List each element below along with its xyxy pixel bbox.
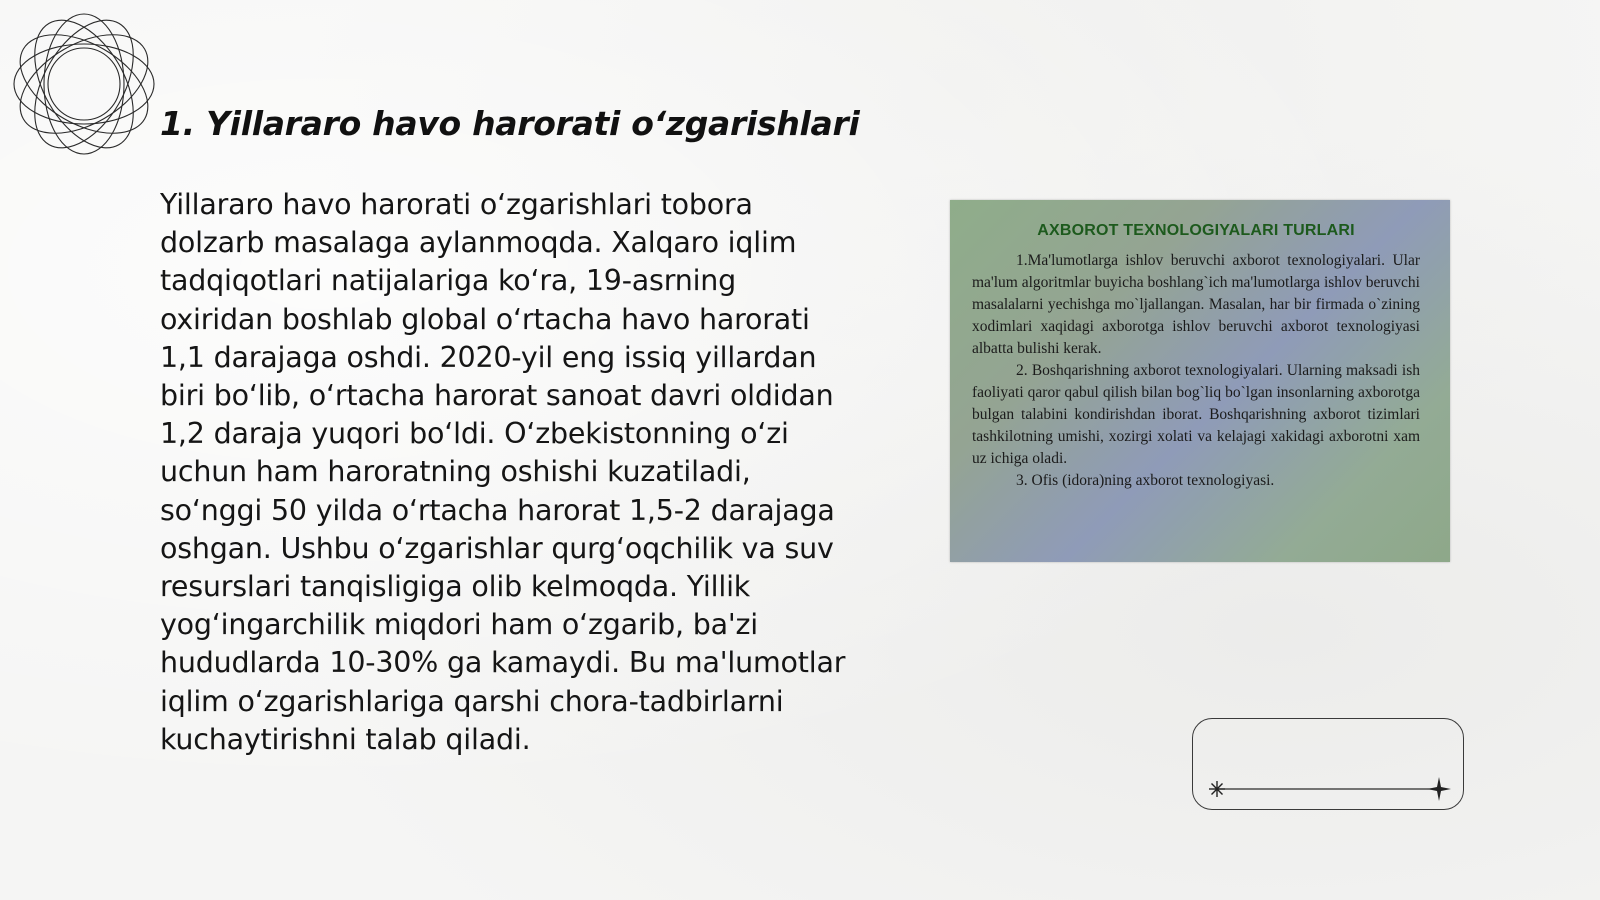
decorative-line-box — [1192, 718, 1464, 810]
document-paragraph-2: 2. Boshqarishning axborot texnologiyalari. Ularning maksadi ish faoliyati qaror qabul qilish bilan bog`liq bo`lgan insonlarning axborotga bulgan talabini kondirishdan iborat. Boshqarishning axborot tizimlari tashkilotning umishi, xozirgi xolati va kelajagi xakidagi axborotni xam uz ichiga oladi. — [972, 362, 1420, 467]
spirograph-circles-icon — [10, 10, 158, 158]
slide-body-text: Yillararo havo harorati o‘zgarishlari tobora dolzarb masalaga aylanmoqda. Xalqaro iqlim tadqiqotlari natijalariga ko‘ra, 19-asrning oxiridan boshlab global o‘rtacha havo harorati 1,1 darajaga oshdi. 2020-yil eng issiq yillardan biri bo‘lib, o‘rtacha harorat sanoat davri oldidan 1,2 daraja yuqori bo‘ldi. O‘zbekistonning o‘zi uchun ham haroratning oshishi kuzatiladi, so‘nggi 50 yilda o‘rtacha harorat 1,5-2 darajaga oshgan. Ushbu o‘zgarishlar qurg‘oqchilik va suv resurslari tanqisligiga olib kelmoqda. Yillik yog‘ingarchilik miqdori ham o‘zgarib, ba'zi hududlarda 10-30% ga kamaydi. Bu ma'lumotlar iqlim o‘zgarishlariga qarshi chora-tadbirlarni kuchaytirishni talab qiladi. — [160, 188, 846, 756]
logo-decoration — [10, 10, 158, 158]
four-point-star-icon — [1427, 777, 1451, 801]
document-image — [950, 200, 1450, 562]
document-paragraph-3: 3. Ofis (idora)ning axborot texnologiyasi. — [1016, 472, 1275, 489]
slide-title: 1. Yillararo havo harorati o‘zgarishlari — [160, 104, 860, 143]
document-heading: AXBOROT TEXNOLOGIYALARI TURLARI — [1037, 222, 1355, 239]
document-paragraph-1: 1.Ma'lumotlarga ishlov beruvchi axborot texnologiyalari. Ular ma'lum algoritmlar buyicha boshlang`ich ma'lumotlarga ishlov beruvchi masalalarni yechishga mo`ljallangan. Masalan, har bir firmada o`zining xodimlari xaqidagi axborotga ishlov beruvchi axborot texnologiyasi albatta bulishi kerak. — [972, 252, 1420, 357]
sparkle-star-icon — [1209, 781, 1225, 797]
